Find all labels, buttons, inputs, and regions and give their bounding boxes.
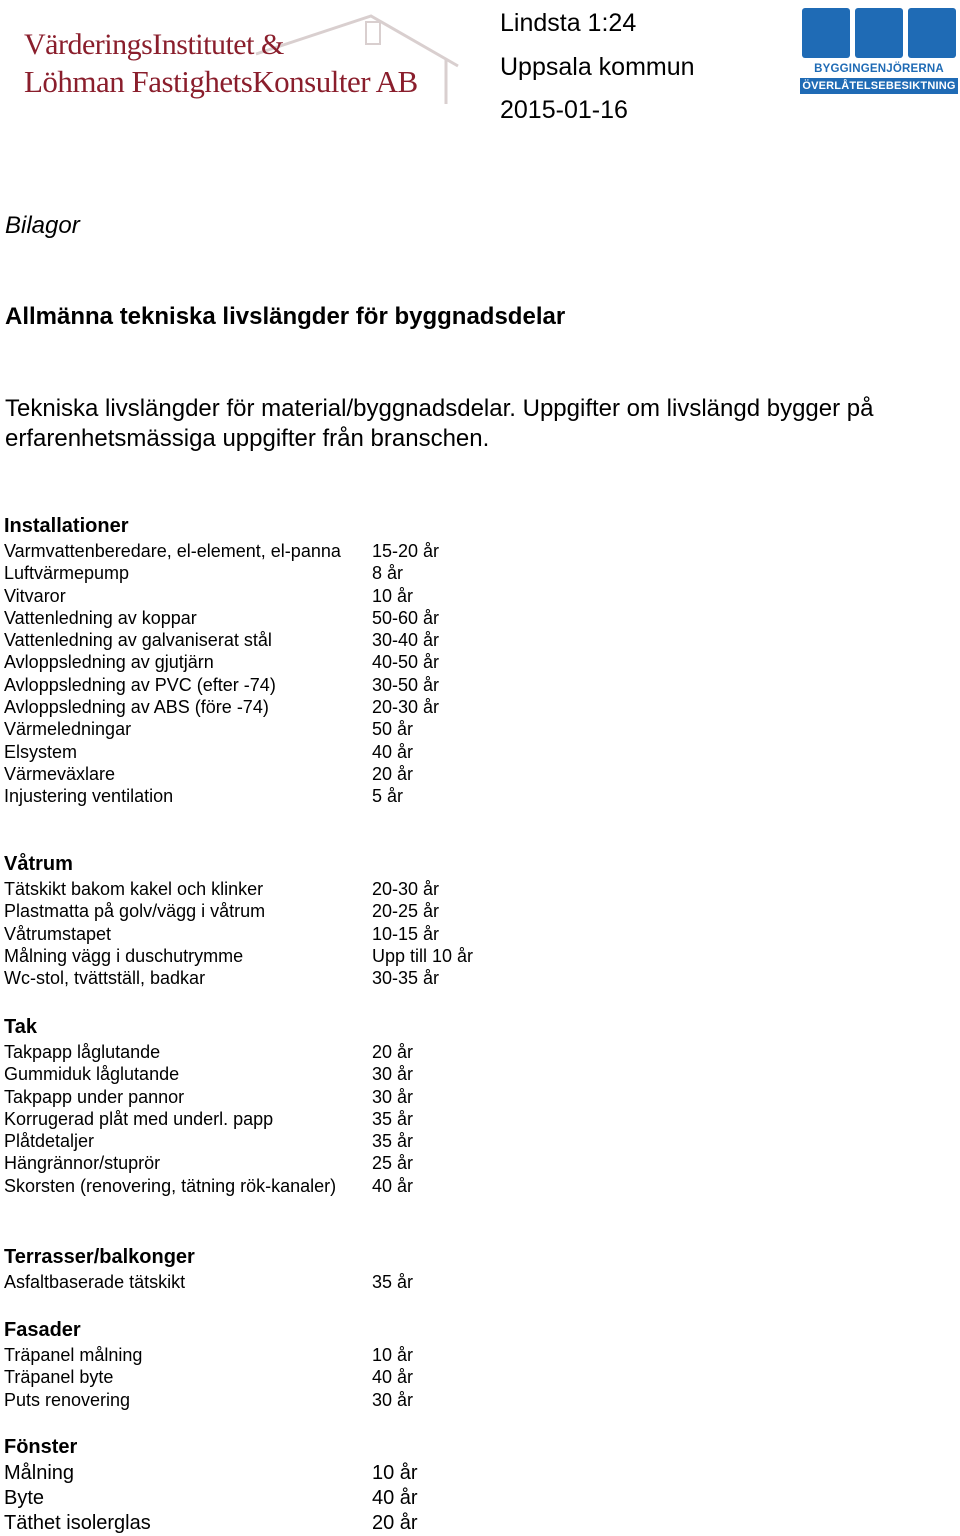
section-fasader [4, 1319, 564, 1411]
table-row [4, 562, 564, 584]
logo-text-line1: VärderingsInstitutet & [24, 28, 284, 61]
row-lifespan: 50-60 år [372, 607, 440, 628]
table-row [4, 878, 564, 900]
row-lifespan: 30 år [372, 1389, 414, 1410]
row-lifespan: 50 år [372, 719, 414, 740]
row-item: Avloppsledning av gjutjärn [4, 652, 214, 673]
table-row [4, 785, 564, 807]
table-row [4, 1130, 564, 1152]
table-row [4, 1175, 564, 1197]
row-item: Injustering ventilation [4, 786, 174, 807]
row-item: Byte [4, 1487, 45, 1509]
row-lifespan: 30 år [372, 1064, 414, 1085]
row-lifespan: 20 år [372, 1512, 418, 1534]
table-row [4, 1461, 564, 1486]
table-row [4, 674, 564, 696]
table-row [4, 923, 564, 945]
row-lifespan: 20-25 år [372, 901, 440, 922]
table-row [4, 1152, 564, 1174]
row-item: Målning vägg i duschutrymme [4, 945, 244, 966]
section-terrasser [4, 1246, 564, 1293]
row-lifespan: 25 år [372, 1153, 414, 1174]
row-item: Träpanel byte [4, 1367, 114, 1388]
municipality: Uppsala kommun [500, 53, 695, 81]
row-item: Tätskikt bakom kakel och klinker [4, 879, 264, 899]
row-lifespan: 10 år [372, 1462, 418, 1484]
sbr-logo-line2: ÖVERLÅTELSEBESIKTNING [800, 78, 958, 94]
table-row [4, 1344, 564, 1366]
row-item: Hängrännor/stuprör [4, 1153, 161, 1174]
row-item: Målning [4, 1462, 75, 1484]
table-row [4, 696, 564, 718]
row-lifespan: 30-50 år [372, 674, 440, 695]
company-logo [6, 8, 462, 108]
row-item: Varmvattenberedare, el-element, el-panna [4, 541, 341, 561]
row-lifespan: 20 år [372, 1042, 414, 1062]
row-item: Korrugerad plåt med underl. papp [4, 1108, 274, 1129]
sbr-logo [800, 6, 958, 92]
section-label: Bilagor [5, 212, 80, 239]
sbr-logo-line1: BYGGINGENJÖRERNA [814, 63, 944, 75]
section-vatrum [4, 853, 564, 989]
row-lifespan: 20-30 år [372, 879, 440, 899]
row-lifespan: 40-50 år [372, 652, 440, 673]
row-lifespan: 20 år [372, 763, 414, 784]
table-row [4, 1108, 564, 1130]
row-item: Takpapp låglutande [4, 1042, 161, 1062]
row-item: Skorsten (renovering, tätning rök-kanaler) [4, 1175, 337, 1196]
row-item: Wc-stol, tvättställ, badkar [4, 968, 206, 989]
sbr-letter-s [802, 8, 850, 58]
row-lifespan: 15-20 år [372, 541, 440, 561]
row-lifespan: 35 år [372, 1272, 414, 1292]
table-row [4, 1063, 564, 1085]
row-lifespan: 10 år [372, 1345, 414, 1365]
row-item: Täthet isolerglas [4, 1512, 151, 1534]
row-lifespan: 40 år [372, 741, 414, 762]
property-designation: Lindsta 1:24 [500, 9, 637, 37]
sbr-letter-r [908, 8, 956, 58]
row-item: Takpapp under pannor [4, 1086, 185, 1107]
table-row [4, 1086, 564, 1108]
table-row [4, 900, 564, 922]
row-item: Avloppsledning av ABS (före -74) [4, 697, 269, 718]
row-lifespan: 40 år [372, 1487, 418, 1509]
table-row [4, 718, 564, 740]
row-lifespan: 40 år [372, 1175, 414, 1196]
row-item: Puts renovering [4, 1389, 131, 1410]
section-heading: Fönster [4, 1436, 78, 1458]
row-item: Träpanel målning [4, 1345, 143, 1365]
row-lifespan: 30-40 år [372, 630, 440, 651]
row-item: Vattenledning av koppar [4, 607, 197, 628]
table-row [4, 540, 564, 562]
table-row [4, 945, 564, 967]
document-date: 2015-01-16 [500, 96, 628, 124]
section-heading: Installationer [4, 515, 129, 537]
row-lifespan: 5 år [372, 786, 404, 807]
row-item: Vitvaror [4, 585, 66, 606]
row-lifespan: 35 år [372, 1131, 414, 1152]
row-lifespan: 10 år [372, 585, 414, 606]
row-lifespan: 35 år [372, 1108, 414, 1129]
table-row [4, 629, 564, 651]
row-lifespan: 30-35 år [372, 968, 440, 989]
table-row [4, 967, 564, 989]
row-lifespan: Upp till 10 år [372, 945, 474, 966]
row-item: Värmeledningar [4, 719, 132, 740]
row-item: Plastmatta på golv/vägg i våtrum [4, 901, 266, 922]
row-item: Avloppsledning av PVC (efter -74) [4, 674, 276, 695]
row-lifespan: 30 år [372, 1086, 414, 1107]
section-fonster [4, 1436, 564, 1536]
table-row [4, 1389, 564, 1411]
table-row [4, 585, 564, 607]
table-row [4, 1041, 564, 1063]
row-item: Våtrumstapet [4, 923, 112, 944]
intro-paragraph: Tekniska livslängder för material/byggnadsdelar. Uppgifter om livslängd bygger på erfarenhetsmässiga uppgifter från branschen. [5, 395, 874, 452]
row-lifespan: 10-15 år [372, 923, 440, 944]
row-item: Plåtdetaljer [4, 1131, 95, 1152]
table-row [4, 1511, 564, 1536]
table-row [4, 607, 564, 629]
section-heading: Terrasser/balkonger [4, 1246, 195, 1268]
section-installationer [4, 515, 564, 808]
table-row [4, 651, 564, 673]
row-item: Vattenledning av galvaniserat stål [4, 630, 272, 651]
table-row [4, 763, 564, 785]
row-item: Asfaltbaserade tätskikt [4, 1272, 186, 1292]
section-heading: Tak [4, 1016, 37, 1038]
page-title: Allmänna tekniska livslängder för byggnadsdelar [5, 303, 566, 330]
row-lifespan: 20-30 år [372, 697, 440, 718]
section-heading: Fasader [4, 1319, 81, 1341]
table-row [4, 741, 564, 763]
table-row [4, 1366, 564, 1388]
logo-text-line2: Löhman FastighetsKonsulter AB [24, 64, 418, 99]
section-heading: Våtrum [4, 853, 73, 875]
row-lifespan: 8 år [372, 563, 404, 584]
row-lifespan: 40 år [372, 1367, 414, 1388]
row-item: Luftvärmepump [4, 563, 130, 584]
sbr-letter-b [855, 8, 903, 58]
section-tak [4, 1016, 564, 1197]
row-item: Elsystem [4, 741, 78, 762]
row-item: Värmeväxlare [4, 763, 116, 784]
row-item: Gummiduk låglutande [4, 1064, 180, 1085]
table-row [4, 1486, 564, 1511]
table-row [4, 1271, 564, 1293]
